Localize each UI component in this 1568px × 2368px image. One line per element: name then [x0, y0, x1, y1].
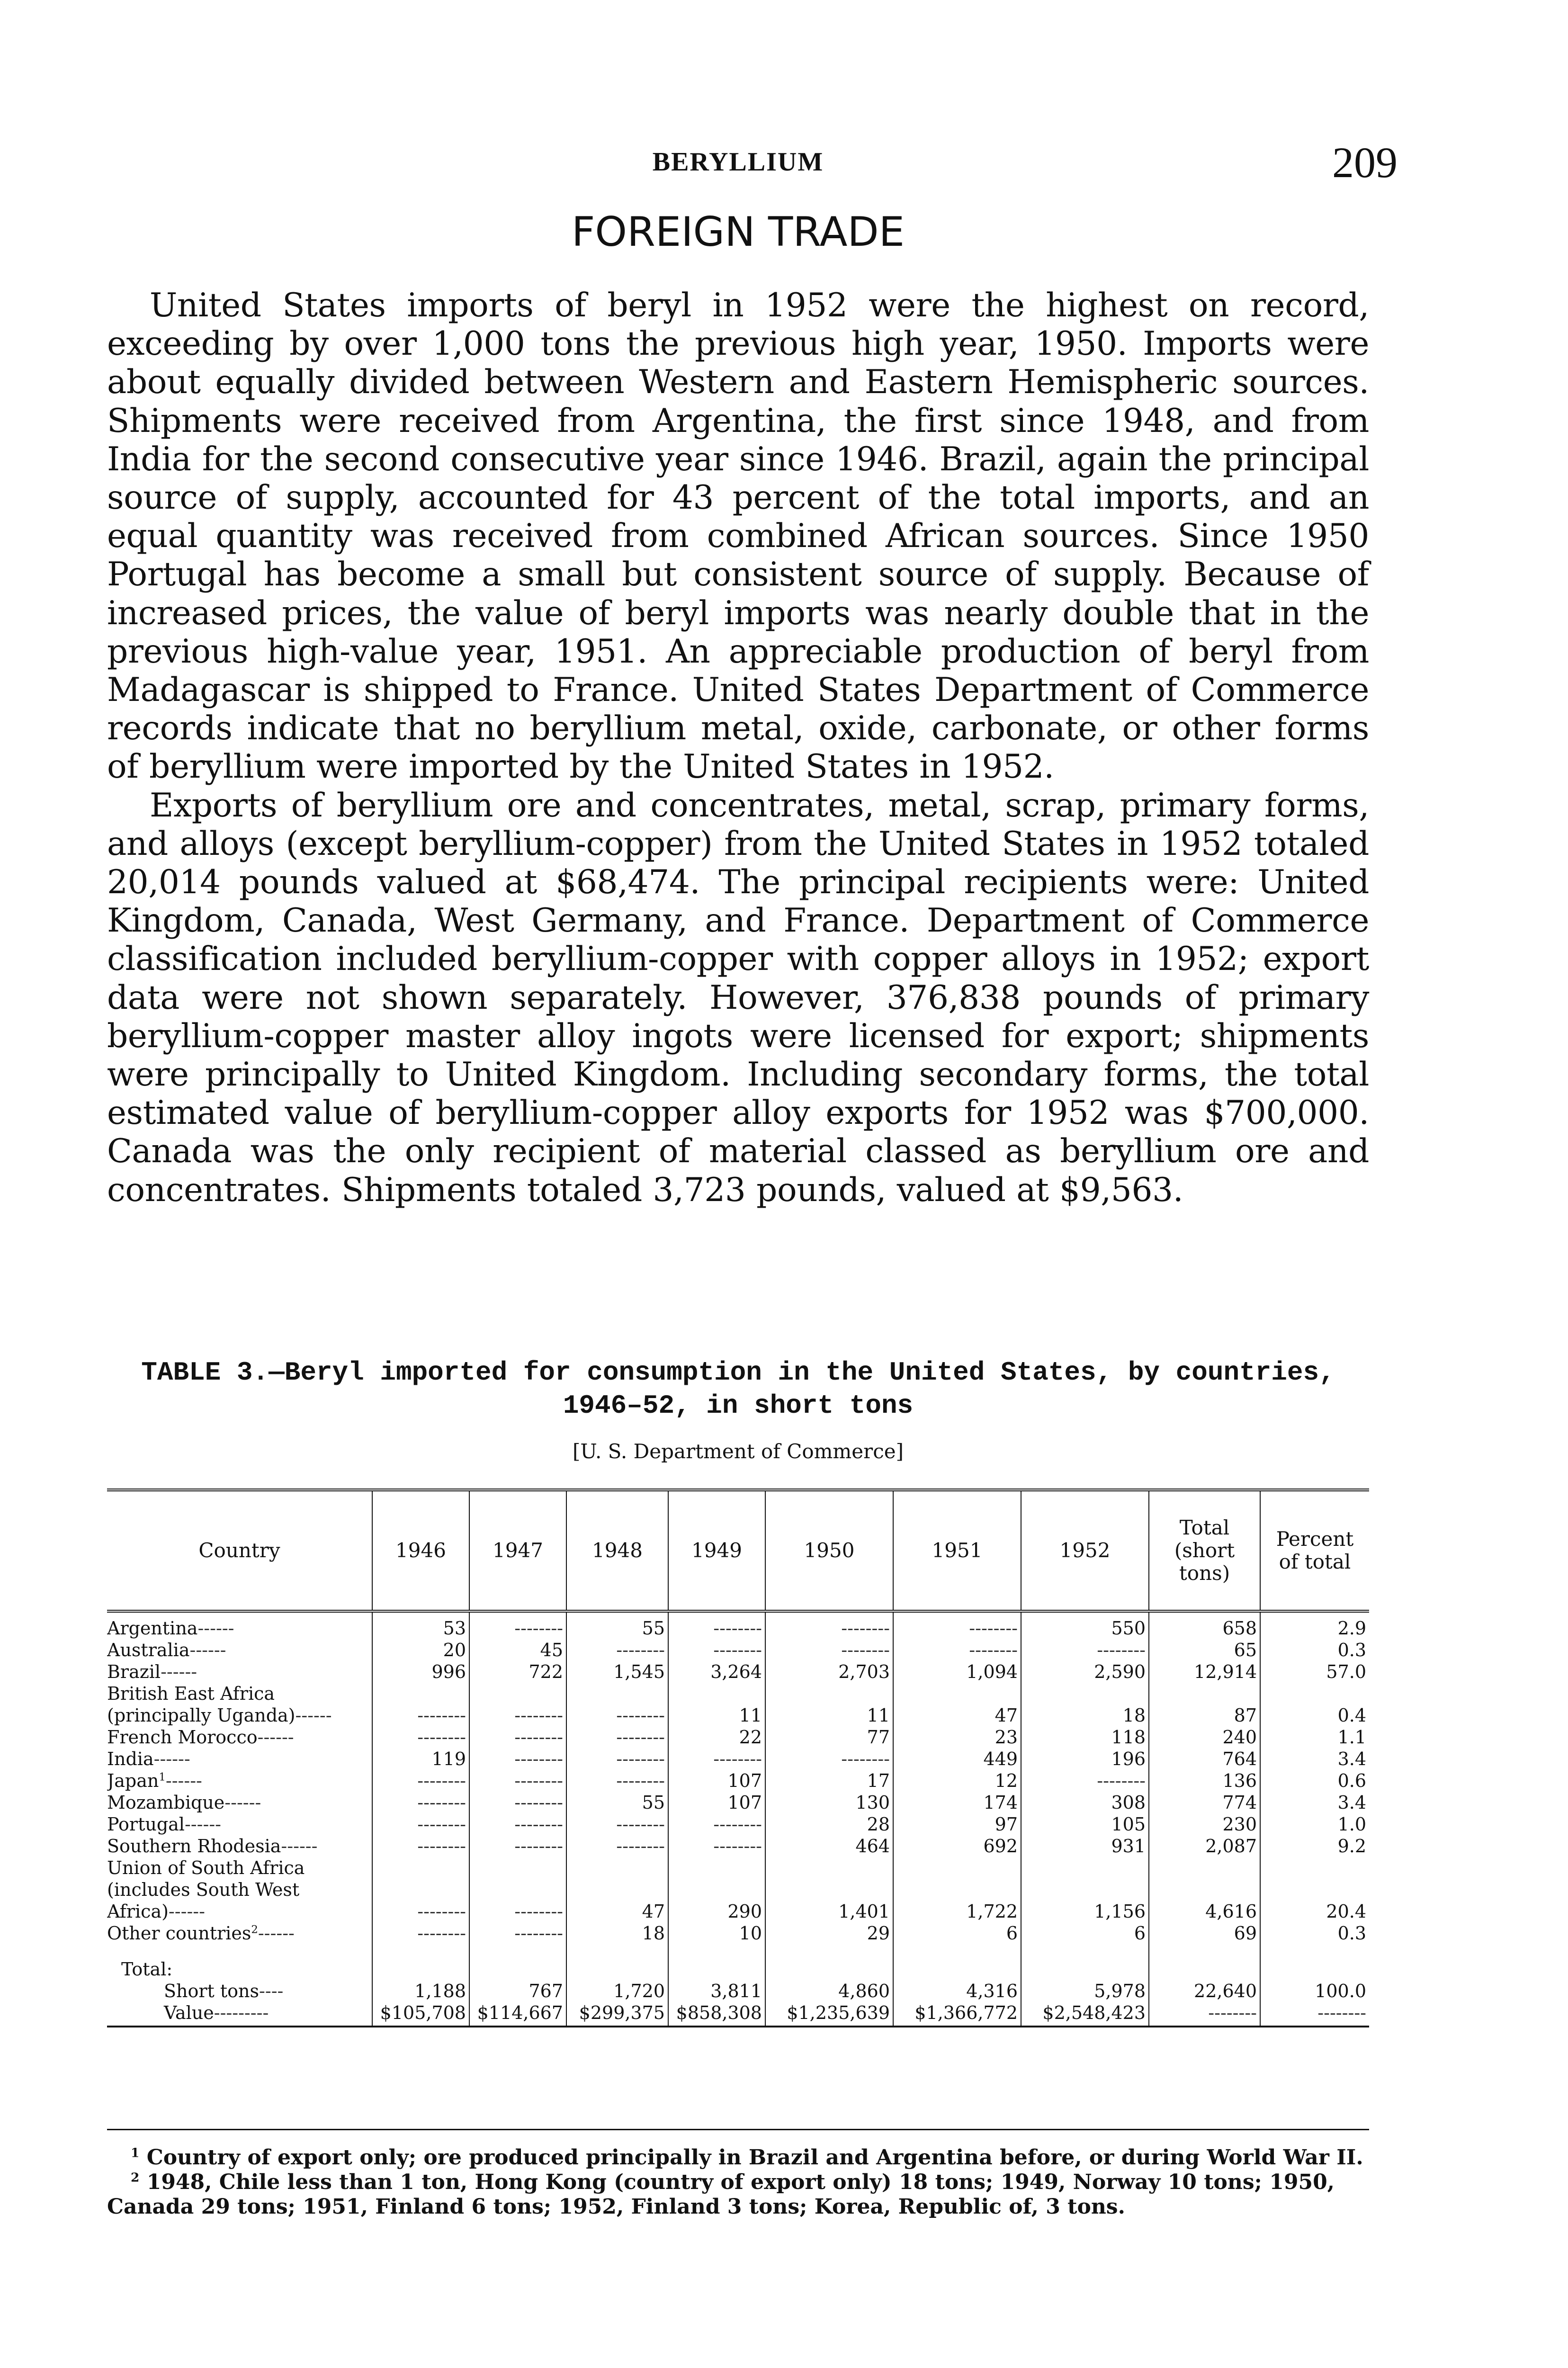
table-cell: 17: [765, 1770, 893, 1792]
table-cell: 3.4: [1337, 1792, 1366, 1813]
footnote-2: $^2$ 1948, Chile less than 1 ton, Hong Kong (country of export only) 18 tons; 1949, Norway 10 tons; 1950, Canada 29 tons; 1951, Finland 6 tons; 1952, Finland 3 tons; Korea, Republic of, 3 tons.: [107, 2170, 1335, 2219]
table-cell: 20: [372, 1639, 469, 1661]
country-cell: Australia------: [107, 1639, 372, 1661]
table-cell: --------: [372, 1835, 469, 1857]
table-cell: 3.4: [1337, 1749, 1366, 1769]
body-text: [107, 287, 1369, 1210]
table-cell: 996: [372, 1661, 469, 1683]
beryl-imports-table: [107, 1489, 1369, 2027]
table-cell: 1,188: [372, 1980, 469, 2002]
table-cell: --------: [469, 1611, 566, 1639]
section-title: FOREIGN TRADE: [571, 208, 905, 256]
table-cell: 87: [1149, 1683, 1260, 1726]
table-caption: [107, 1356, 1369, 1422]
table-cell: 1,720: [566, 1980, 668, 2002]
table-row: [107, 1748, 1369, 1770]
table-cell: 9.2: [1337, 1836, 1366, 1857]
table-cell: 722: [469, 1661, 566, 1683]
country-cell: Portugal------: [107, 1813, 372, 1835]
column-header: 1947: [469, 1490, 566, 1611]
table-cell: 1,156: [1021, 1857, 1149, 1922]
table-cell: --------: [469, 1683, 566, 1726]
running-head: [107, 137, 1398, 189]
table-cell: --------: [372, 1922, 469, 1944]
table-cell: 47: [893, 1683, 1021, 1726]
table-cell: 5,978: [1021, 1980, 1149, 2002]
column-header: 1946: [372, 1490, 469, 1611]
column-header: Percent of total: [1260, 1490, 1369, 1611]
table-cell: --------: [566, 1835, 668, 1857]
table-cell: 2,703: [765, 1661, 893, 1683]
total-label: Total:: [107, 1944, 372, 1980]
value-row: [107, 2002, 1369, 2027]
table-cell: --------: [893, 1611, 1021, 1639]
table-cell: --------: [469, 1835, 566, 1857]
table-cell: 290: [668, 1857, 765, 1922]
table-row: [107, 1661, 1369, 1683]
country-cell: India------: [107, 1748, 372, 1770]
table-row: [107, 1683, 1369, 1726]
table-cell: --------: [372, 1770, 469, 1792]
table-cell: $299,375: [566, 2002, 668, 2027]
table-cell: --------: [1021, 1639, 1149, 1661]
table-cell: 23: [893, 1726, 1021, 1748]
table-cell: 55: [566, 1792, 668, 1813]
footnote-ref: 2: [251, 1923, 258, 1936]
country-name: Portugal: [107, 1814, 185, 1835]
table-cell: 107: [668, 1770, 765, 1792]
table-cell: 1,401: [765, 1857, 893, 1922]
table-cell: --------: [566, 1683, 668, 1726]
table-cell: --------: [372, 1726, 469, 1748]
country-name: Australia: [107, 1640, 190, 1660]
table-cell: 2,087: [1149, 1835, 1260, 1857]
short-tons-row: [107, 1980, 1369, 2002]
country-name: Southern Rhodesia: [107, 1836, 281, 1857]
table-cell: 1,094: [893, 1661, 1021, 1683]
table-body: [107, 1611, 1369, 2027]
table-cell: --------: [566, 1813, 668, 1835]
table-cell: --------: [469, 1813, 566, 1835]
country-cell: British East Africa (principally Uganda)------: [107, 1683, 372, 1726]
table-cell: --------: [469, 1857, 566, 1922]
table-row: [107, 1792, 1369, 1813]
table-cell: 119: [372, 1748, 469, 1770]
running-title: BERYLLIUM: [652, 147, 824, 177]
table-row: [107, 1639, 1369, 1661]
table-cell: 45: [469, 1639, 566, 1661]
footnote-1: $^1$ Country of export only; ore produced principally in Brazil and Argentina before, or during World War II.: [131, 2145, 1363, 2170]
table-cell: 22,640: [1149, 1980, 1260, 2002]
table-cell: 550: [1021, 1611, 1149, 1639]
table-row: [107, 1857, 1369, 1922]
country-cell: Southern Rhodesia------: [107, 1835, 372, 1857]
table-cell: 4,860: [765, 1980, 893, 2002]
page-number: 209: [1332, 138, 1398, 187]
table-cell: 774: [1149, 1792, 1260, 1813]
table-cell: --------: [668, 1748, 765, 1770]
table-cell: 767: [469, 1980, 566, 2002]
country-name: Union of South Africa (includes South West Africa): [107, 1857, 305, 1922]
table-cell: 22: [668, 1726, 765, 1748]
column-header: 1951: [893, 1490, 1021, 1611]
table-cell: --------: [372, 1792, 469, 1813]
table-cell: 107: [668, 1792, 765, 1813]
table-cell: --------: [668, 1835, 765, 1857]
table-cell: --------: [765, 1748, 893, 1770]
table-row: [107, 1813, 1369, 1835]
value-label: Value---------: [107, 2002, 372, 2027]
footnote-rule: [107, 2129, 1369, 2130]
table-cell: 77: [765, 1726, 893, 1748]
column-header: 1950: [765, 1490, 893, 1611]
table-cell: 3,264: [668, 1661, 765, 1683]
country-cell: Union of South Africa (includes South West Africa)------: [107, 1857, 372, 1922]
table-row: [107, 1611, 1369, 1639]
table-cell: --------: [1260, 2002, 1369, 2027]
country-name: Mozambique: [107, 1792, 225, 1813]
table-cell: --------: [566, 1639, 668, 1661]
country-cell: French Morocco------: [107, 1726, 372, 1748]
table-cell: 18: [1021, 1683, 1149, 1726]
table-cell: 18: [566, 1922, 668, 1944]
table-cell: 3,811: [668, 1980, 765, 2002]
table-cell: $858,308: [668, 2002, 765, 2027]
total-label-row: [107, 1944, 1369, 1980]
table-cell: 20.4: [1326, 1901, 1366, 1922]
table-cell: 0.4: [1337, 1705, 1366, 1726]
table-cell: --------: [566, 1748, 668, 1770]
table-cell: 1.1: [1337, 1727, 1366, 1748]
country-cell: Japan$^1$------: [107, 1770, 372, 1792]
table-cell: 658: [1149, 1611, 1260, 1639]
table-cell: --------: [372, 1813, 469, 1835]
table-header-row: [107, 1490, 1369, 1611]
column-header: 1949: [668, 1490, 765, 1611]
table-cell: 2.9: [1337, 1618, 1366, 1639]
table-cell: $1,235,639: [765, 2002, 893, 2027]
table-cell: 1.0: [1337, 1814, 1366, 1835]
table-cell: 240: [1149, 1726, 1260, 1748]
table-cell: --------: [372, 1857, 469, 1922]
table-cell: 100.0: [1315, 1981, 1366, 2001]
table-cell: $114,667: [469, 2002, 566, 2027]
table-cell: 11: [765, 1683, 893, 1726]
country-cell: Brazil------: [107, 1661, 372, 1683]
table-cell: 1,545: [566, 1661, 668, 1683]
table-cell: --------: [1021, 1770, 1149, 1792]
column-header: 1948: [566, 1490, 668, 1611]
table-cell: --------: [372, 1683, 469, 1726]
country-name: India: [107, 1749, 154, 1769]
table-cell: 196: [1021, 1748, 1149, 1770]
table-cell: 12,914: [1149, 1661, 1260, 1683]
table-cell: $2,548,423: [1021, 2002, 1149, 2027]
table-cell: 1,722: [893, 1857, 1021, 1922]
table-source: [U. S. Department of Commerce]: [573, 1440, 904, 1463]
table-cell: --------: [469, 1748, 566, 1770]
paragraph-exports: Exports of beryllium ore and concentrates, metal, scrap, primary forms, and alloys (except beryllium-copper) from the United States in 1952 totaled 20,014 pounds valued at $68,474. The principal recipients were: United Kingdom, Canada, West Germany, and France. Department of Commerce classification included beryllium-copper with copper alloys in 1952; export data were not shown separately. However, 376,838 pounds of primary beryllium-copper master alloy ingots were licensed for export; shipments were principally to United Kingdom. Including secondary forms, the total estimated value of beryllium-copper alloy exports for 1952 was $700,000. Canada was the only recipient of material classed as beryllium ore and concentrates. Shipments totaled 3,723 pounds, valued at $9,563.: [107, 786, 1369, 1209]
country-cell: Mozambique------: [107, 1792, 372, 1813]
table-caption-line-1: TABLE 3.—Beryl imported for consumption in the United States, by countries,: [141, 1357, 1335, 1388]
footnotes: [107, 2145, 1369, 2219]
table-cell: 764: [1149, 1748, 1260, 1770]
footnote-ref: 1: [159, 1771, 166, 1784]
country-name: British East Africa (principally Uganda): [107, 1683, 296, 1726]
table-cell: 53: [372, 1611, 469, 1639]
table-cell: 47: [566, 1857, 668, 1922]
paragraph-imports: United States imports of beryl in 1952 were the highest on record, exceeding by over 1,000 tons the previous high year, 1950. Imports were about equally divided between Western and Eastern Hemispheric sources. Shipments were received from Argentina, the first since 1948, and from India for the second consecutive year since 1946. Brazil, again the principal source of supply, accounted for 43 percent of the total imports, and an equal quantity was received from combined African sources. Since 1950 Portugal has become a small but consistent source of supply. Because of increased prices, the value of beryl imports was nearly double that in the previous high-value year, 1951. An appreciable production of beryl from Madagascar is shipped to France. United States Department of Commerce records indicate that no beryllium metal, oxide, carbonate, or other forms of beryllium were imported by the United States in 1952.: [107, 287, 1369, 786]
table-cell: --------: [566, 1726, 668, 1748]
table-cell: 6: [893, 1922, 1021, 1944]
table-cell: --------: [668, 1639, 765, 1661]
table-cell: 692: [893, 1835, 1021, 1857]
table-cell: 10: [668, 1922, 765, 1944]
column-header: 1952: [1021, 1490, 1149, 1611]
table-row: [107, 1835, 1369, 1857]
country-cell: Argentina------: [107, 1611, 372, 1639]
table-cell: 174: [893, 1792, 1021, 1813]
table-cell: --------: [668, 1611, 765, 1639]
country-cell: Other countries$^2$------: [107, 1922, 372, 1944]
table-cell: 97: [893, 1813, 1021, 1835]
column-header: Total (short tons): [1149, 1490, 1260, 1611]
country-name: Other countries: [107, 1923, 251, 1944]
table-cell: $1,366,772: [893, 2002, 1021, 2027]
table-cell: --------: [469, 1726, 566, 1748]
table-cell: 136: [1149, 1770, 1260, 1792]
country-name: Brazil: [107, 1661, 161, 1682]
table-cell: 6: [1021, 1922, 1149, 1944]
table-cell: 0.3: [1337, 1923, 1366, 1944]
table-cell: 55: [566, 1611, 668, 1639]
table-cell: 105: [1021, 1813, 1149, 1835]
table-cell: 308: [1021, 1792, 1149, 1813]
column-header: Country: [107, 1490, 372, 1611]
table-cell: 4,616: [1149, 1857, 1260, 1922]
table-cell: --------: [469, 1770, 566, 1792]
table-cell: 28: [765, 1813, 893, 1835]
table-cell: $105,708: [372, 2002, 469, 2027]
table-cell: 2,590: [1021, 1661, 1149, 1683]
table-cell: 29: [765, 1922, 893, 1944]
table-cell: 118: [1021, 1726, 1149, 1748]
table-cell: 0.6: [1337, 1770, 1366, 1791]
table-cell: --------: [566, 1770, 668, 1792]
table-cell: 230: [1149, 1813, 1260, 1835]
table-cell: --------: [469, 1922, 566, 1944]
country-name: Japan: [107, 1770, 159, 1791]
table-cell: 130: [765, 1792, 893, 1813]
short-tons-label: Short tons----: [107, 1980, 372, 2002]
country-name: French Morocco: [107, 1727, 258, 1748]
country-name: Argentina: [107, 1618, 198, 1639]
table-cell: --------: [469, 1792, 566, 1813]
table-cell: 69: [1149, 1922, 1260, 1944]
table-row: [107, 1922, 1369, 1944]
table-cell: 464: [765, 1835, 893, 1857]
table-cell: 449: [893, 1748, 1021, 1770]
table-cell: --------: [765, 1611, 893, 1639]
table-cell: --------: [668, 1813, 765, 1835]
table-row: [107, 1770, 1369, 1792]
table-cell: 0.3: [1337, 1640, 1366, 1660]
table-cell: --------: [1149, 2002, 1260, 2027]
table-cell: 4,316: [893, 1980, 1021, 2002]
table-row: [107, 1726, 1369, 1748]
table-cell: 12: [893, 1770, 1021, 1792]
table-cell: --------: [765, 1639, 893, 1661]
table-cell: --------: [893, 1639, 1021, 1661]
table-caption-line-2: 1946–52, in short tons: [563, 1390, 914, 1421]
table-cell: 65: [1149, 1639, 1260, 1661]
table-cell: 57.0: [1326, 1661, 1366, 1682]
table-cell: 931: [1021, 1835, 1149, 1857]
table-cell: 11: [668, 1683, 765, 1726]
